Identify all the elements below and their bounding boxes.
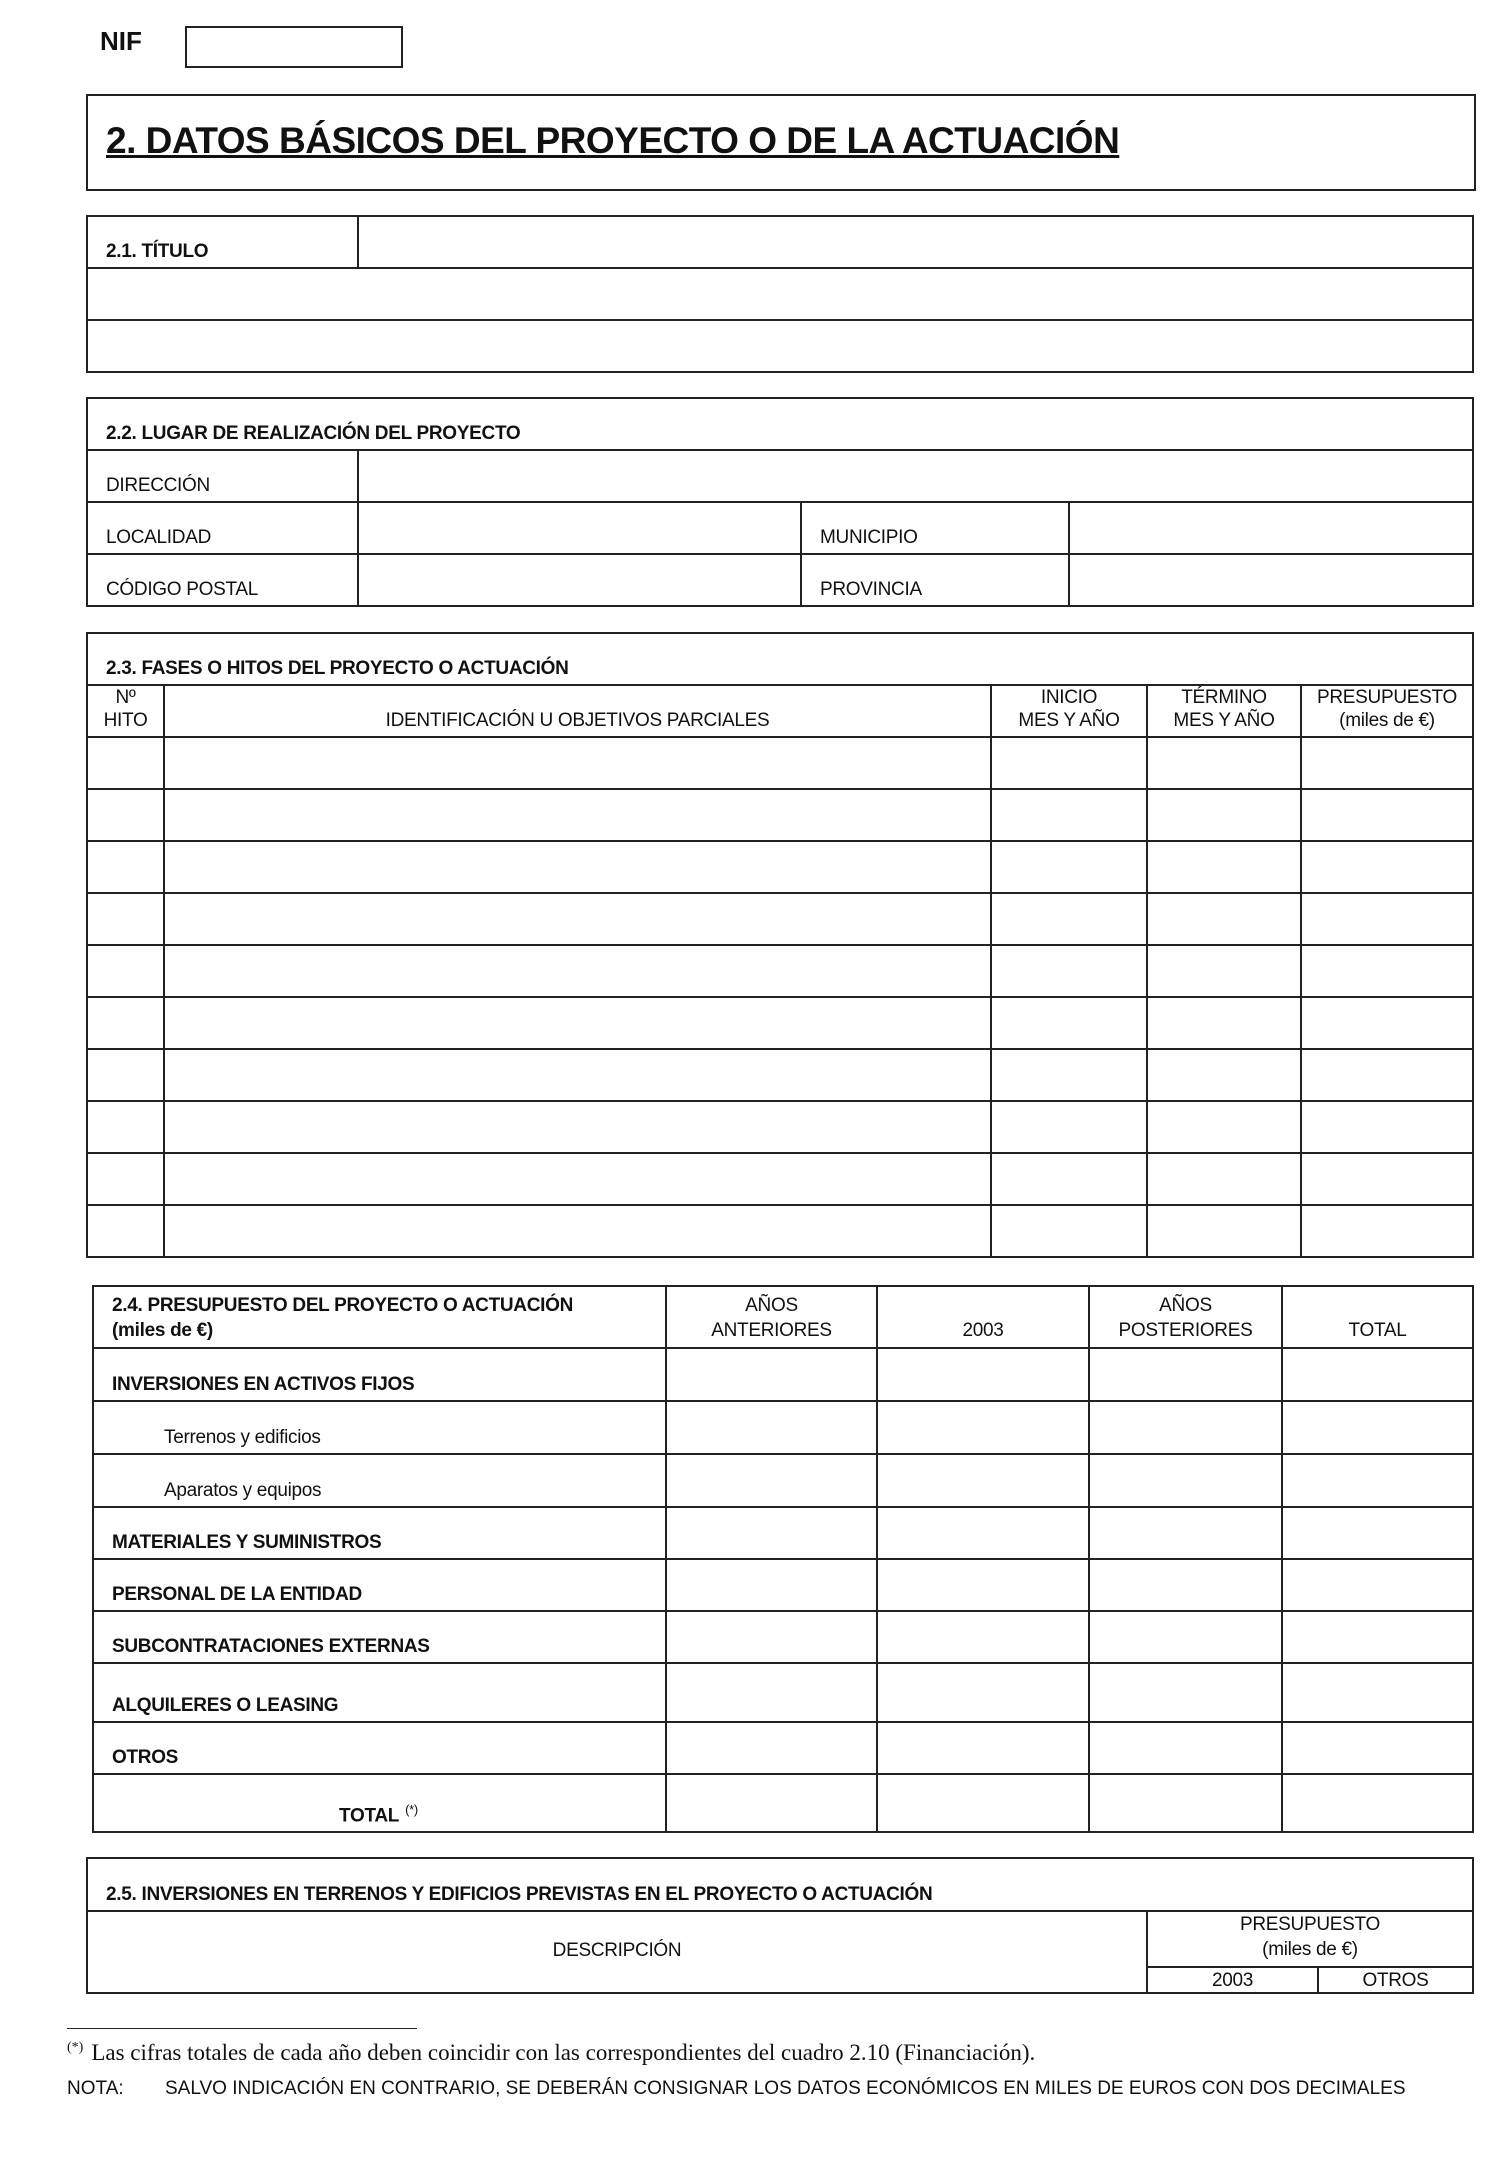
total-cell[interactable] — [666, 1774, 877, 1832]
col-presupuesto-terrenos-1: PRESUPUESTO — [1240, 1914, 1380, 1935]
col-termino-2: MES Y AÑO — [1173, 710, 1275, 731]
hito-identificacion-cell[interactable] — [164, 1049, 991, 1101]
presupuesto-row — [93, 1348, 1473, 1401]
col-descripcion: DESCRIPCIÓN — [87, 1911, 1147, 1993]
presupuesto-row — [93, 1611, 1473, 1663]
presupuesto-cell[interactable] — [1089, 1348, 1282, 1401]
col-total: TOTAL — [1282, 1286, 1473, 1348]
hito-presupuesto-cell[interactable] — [1301, 1101, 1473, 1153]
nota-text: SALVO INDICACIÓN EN CONTRARIO, SE DEBERÁN CONSIGNAR LOS DATOS ECONÓMICOS EN MILES DE EUROS CON DOS DECIMALES — [165, 2078, 1406, 2099]
provincia-input[interactable] — [1069, 554, 1473, 606]
presupuesto-row — [93, 1454, 1473, 1507]
col-terrenos-otros: OTROS — [1318, 1967, 1473, 1993]
total-cell[interactable] — [1089, 1774, 1282, 1832]
hito-row — [87, 1101, 1473, 1153]
hito-identificacion-cell[interactable] — [164, 1101, 991, 1153]
col-anos-posteriores — [1089, 1286, 1282, 1348]
col-anos-posteriores-2: POSTERIORES — [1118, 1320, 1253, 1341]
hito-identificacion-cell[interactable] — [164, 1205, 991, 1257]
presupuesto-row-label: SUBCONTRATACIONES EXTERNAS — [93, 1611, 666, 1663]
hito-inicio-cell[interactable] — [991, 1205, 1147, 1257]
presupuesto-cell[interactable] — [666, 1348, 877, 1401]
col-anos-anteriores — [666, 1286, 877, 1348]
col-terrenos-2003: 2003 — [1147, 1967, 1318, 1993]
hito-num-cell[interactable] — [87, 997, 164, 1049]
presupuesto-cell[interactable] — [1282, 1722, 1473, 1774]
presupuesto-row — [93, 1401, 1473, 1454]
titulo-table — [86, 215, 1474, 373]
hito-num-cell[interactable] — [87, 737, 164, 789]
hito-inicio-cell[interactable] — [991, 841, 1147, 893]
codigo-postal-input[interactable] — [358, 554, 801, 606]
col-anos-anteriores-2: ANTERIORES — [711, 1320, 832, 1341]
footnote-text: Las cifras totales de cada año deben coincidir con las correspondientes del cuadro 2.10 (Financiación). — [91, 2040, 1036, 2065]
nif-input[interactable] — [185, 26, 403, 68]
hito-presupuesto-cell[interactable] — [1301, 1205, 1473, 1257]
presupuesto-cell[interactable] — [1089, 1722, 1282, 1774]
col-inicio-1: INICIO — [1040, 687, 1098, 708]
total-label-cell — [93, 1774, 666, 1832]
hito-termino-cell[interactable] — [1147, 945, 1301, 997]
presupuesto-cell[interactable] — [877, 1611, 1089, 1663]
titulo-input-2[interactable] — [87, 268, 1473, 320]
hito-identificacion-cell[interactable] — [164, 1153, 991, 1205]
presupuesto-table — [92, 1285, 1474, 1833]
total-cell[interactable] — [877, 1774, 1089, 1832]
hito-inicio-cell[interactable] — [991, 1101, 1147, 1153]
presupuesto-cell[interactable] — [877, 1722, 1089, 1774]
presupuesto-cell[interactable] — [1089, 1663, 1282, 1722]
hitos-title: 2.3. FASES O HITOS DEL PROYECTO O ACTUACIÓN — [87, 633, 1473, 685]
presupuesto-cell[interactable] — [666, 1559, 877, 1611]
hito-num-cell[interactable] — [87, 1153, 164, 1205]
presupuesto-cell[interactable] — [666, 1663, 877, 1722]
presupuesto-cell[interactable] — [1089, 1559, 1282, 1611]
presupuesto-row-label: OTROS — [93, 1722, 666, 1774]
hito-inicio-cell[interactable] — [991, 737, 1147, 789]
section-title: 2. DATOS BÁSICOS DEL PROYECTO O DE LA ACTUACIÓN — [106, 120, 1120, 161]
presupuesto-title-1: 2.4. PRESUPUESTO DEL PROYECTO O ACTUACIÓN — [112, 1295, 574, 1316]
direccion-label: DIRECCIÓN — [87, 450, 358, 502]
direccion-input[interactable] — [358, 450, 1473, 502]
hito-num-cell[interactable] — [87, 841, 164, 893]
presupuesto-cell[interactable] — [666, 1507, 877, 1559]
presupuesto-title — [93, 1286, 666, 1348]
lugar-title: 2.2. LUGAR DE REALIZACIÓN DEL PROYECTO — [87, 398, 1473, 450]
presupuesto-cell[interactable] — [666, 1401, 877, 1454]
hito-inicio-cell[interactable] — [991, 1049, 1147, 1101]
presupuesto-cell[interactable] — [877, 1663, 1089, 1722]
presupuesto-cell[interactable] — [1282, 1611, 1473, 1663]
hito-num-cell[interactable] — [87, 1205, 164, 1257]
municipio-label: MUNICIPIO — [801, 502, 1069, 554]
hito-presupuesto-cell[interactable] — [1301, 945, 1473, 997]
titulo-input-1[interactable] — [358, 216, 1473, 268]
hito-identificacion-cell[interactable] — [164, 789, 991, 841]
hito-termino-cell[interactable] — [1147, 893, 1301, 945]
titulo-label: 2.1. TÍTULO — [87, 216, 358, 268]
hito-inicio-cell[interactable] — [991, 789, 1147, 841]
hito-termino-cell[interactable] — [1147, 1049, 1301, 1101]
presupuesto-cell[interactable] — [1282, 1454, 1473, 1507]
hito-num-cell[interactable] — [87, 1049, 164, 1101]
titulo-input-3[interactable] — [87, 320, 1473, 372]
hito-inicio-cell[interactable] — [991, 997, 1147, 1049]
hito-presupuesto-cell[interactable] — [1301, 841, 1473, 893]
presupuesto-cell[interactable] — [1282, 1507, 1473, 1559]
col-anos-anteriores-1: AÑOS — [745, 1295, 798, 1316]
hito-row — [87, 1153, 1473, 1205]
terrenos-title: 2.5. INVERSIONES EN TERRENOS Y EDIFICIOS PREVISTAS EN EL PROYECTO O ACTUACIÓN — [87, 1858, 1473, 1911]
hito-termino-cell[interactable] — [1147, 1205, 1301, 1257]
col-inicio-2: MES Y AÑO — [1018, 710, 1120, 731]
presupuesto-row — [93, 1507, 1473, 1559]
presupuesto-row-label: Aparatos y equipos — [93, 1454, 666, 1507]
localidad-input[interactable] — [358, 502, 801, 554]
hito-row — [87, 893, 1473, 945]
presupuesto-cell[interactable] — [1089, 1507, 1282, 1559]
hito-row — [87, 1205, 1473, 1257]
terrenos-table — [86, 1857, 1474, 1994]
presupuesto-row-label: MATERIALES Y SUMINISTROS — [93, 1507, 666, 1559]
hito-termino-cell[interactable] — [1147, 1153, 1301, 1205]
col-presupuesto — [1301, 685, 1473, 737]
total-label: TOTAL — [339, 1805, 400, 1826]
lugar-table — [86, 397, 1474, 607]
presupuesto-cell[interactable] — [877, 1454, 1089, 1507]
hito-row — [87, 789, 1473, 841]
presupuesto-cell[interactable] — [1089, 1454, 1282, 1507]
presupuesto-cell[interactable] — [1282, 1559, 1473, 1611]
presupuesto-row-label: PERSONAL DE LA ENTIDAD — [93, 1559, 666, 1611]
hito-termino-cell[interactable] — [1147, 789, 1301, 841]
hito-termino-cell[interactable] — [1147, 997, 1301, 1049]
hito-presupuesto-cell[interactable] — [1301, 997, 1473, 1049]
hito-inicio-cell[interactable] — [991, 945, 1147, 997]
nota-label: NOTA: — [67, 2078, 124, 2099]
hito-termino-cell[interactable] — [1147, 841, 1301, 893]
hito-termino-cell[interactable] — [1147, 737, 1301, 789]
hito-presupuesto-cell[interactable] — [1301, 1049, 1473, 1101]
hito-presupuesto-cell[interactable] — [1301, 1153, 1473, 1205]
hito-num-cell[interactable] — [87, 1101, 164, 1153]
col-termino — [1147, 685, 1301, 737]
presupuesto-row — [93, 1663, 1473, 1722]
col-presupuesto-terrenos — [1147, 1911, 1473, 1967]
hito-identificacion-cell[interactable] — [164, 841, 991, 893]
presupuesto-cell[interactable] — [1282, 1663, 1473, 1722]
nif-label: NIF — [100, 26, 142, 56]
hito-inicio-cell[interactable] — [991, 893, 1147, 945]
presupuesto-cell[interactable] — [1282, 1348, 1473, 1401]
col-anos-posteriores-1: AÑOS — [1159, 1295, 1212, 1316]
footnote-mark: (*) — [67, 2040, 84, 2056]
presupuesto-cell[interactable] — [877, 1559, 1089, 1611]
presupuesto-total-row — [93, 1774, 1473, 1832]
presupuesto-row-label: ALQUILERES O LEASING — [93, 1663, 666, 1722]
col-termino-1: TÉRMINO — [1181, 687, 1267, 708]
provincia-label: PROVINCIA — [801, 554, 1069, 606]
nota — [67, 2076, 1447, 2102]
hito-row — [87, 737, 1473, 789]
municipio-input[interactable] — [1069, 502, 1473, 554]
col-presupuesto-2: (miles de €) — [1339, 710, 1435, 731]
presupuesto-cell[interactable] — [1089, 1611, 1282, 1663]
col-num-hito — [87, 685, 164, 737]
hito-identificacion-cell[interactable] — [164, 945, 991, 997]
hito-num-cell[interactable] — [87, 789, 164, 841]
presupuesto-cell[interactable] — [1282, 1401, 1473, 1454]
col-presupuesto-1: PRESUPUESTO — [1317, 687, 1457, 708]
hito-row — [87, 1049, 1473, 1101]
codigo-postal-label: CÓDIGO POSTAL — [87, 554, 358, 606]
presupuesto-cell[interactable] — [666, 1722, 877, 1774]
col-num-hito-1: Nº — [115, 687, 136, 708]
localidad-label: LOCALIDAD — [87, 502, 358, 554]
col-identificacion: IDENTIFICACIÓN U OBJETIVOS PARCIALES — [164, 685, 991, 737]
hito-identificacion-cell[interactable] — [164, 737, 991, 789]
presupuesto-cell[interactable] — [877, 1507, 1089, 1559]
footnote-divider — [67, 2028, 417, 2029]
presupuesto-row — [93, 1722, 1473, 1774]
presupuesto-cell[interactable] — [877, 1401, 1089, 1454]
col-2003: 2003 — [877, 1286, 1089, 1348]
hito-num-cell[interactable] — [87, 945, 164, 997]
hito-identificacion-cell[interactable] — [164, 997, 991, 1049]
footnote — [67, 2040, 1035, 2066]
hito-identificacion-cell[interactable] — [164, 893, 991, 945]
hito-presupuesto-cell[interactable] — [1301, 893, 1473, 945]
total-footnote-mark: (*) — [405, 1801, 418, 1817]
presupuesto-row — [93, 1559, 1473, 1611]
hito-presupuesto-cell[interactable] — [1301, 737, 1473, 789]
col-presupuesto-terrenos-2: (miles de €) — [1262, 1939, 1358, 1960]
hito-row — [87, 945, 1473, 997]
presupuesto-row-label: Terrenos y edificios — [93, 1401, 666, 1454]
total-cell[interactable] — [1282, 1774, 1473, 1832]
hito-inicio-cell[interactable] — [991, 1153, 1147, 1205]
col-inicio — [991, 685, 1147, 737]
hitos-table — [86, 632, 1474, 1258]
hito-row — [87, 997, 1473, 1049]
hito-termino-cell[interactable] — [1147, 1101, 1301, 1153]
hito-row — [87, 841, 1473, 893]
col-num-hito-2: HITO — [103, 710, 148, 731]
presupuesto-cell[interactable] — [666, 1454, 877, 1507]
presupuesto-row-label: INVERSIONES EN ACTIVOS FIJOS — [93, 1348, 666, 1401]
presupuesto-cell[interactable] — [666, 1611, 877, 1663]
presupuesto-cell[interactable] — [1089, 1401, 1282, 1454]
hito-presupuesto-cell[interactable] — [1301, 789, 1473, 841]
presupuesto-title-2: (miles de €) — [112, 1320, 213, 1341]
hito-num-cell[interactable] — [87, 893, 164, 945]
presupuesto-cell[interactable] — [877, 1348, 1089, 1401]
